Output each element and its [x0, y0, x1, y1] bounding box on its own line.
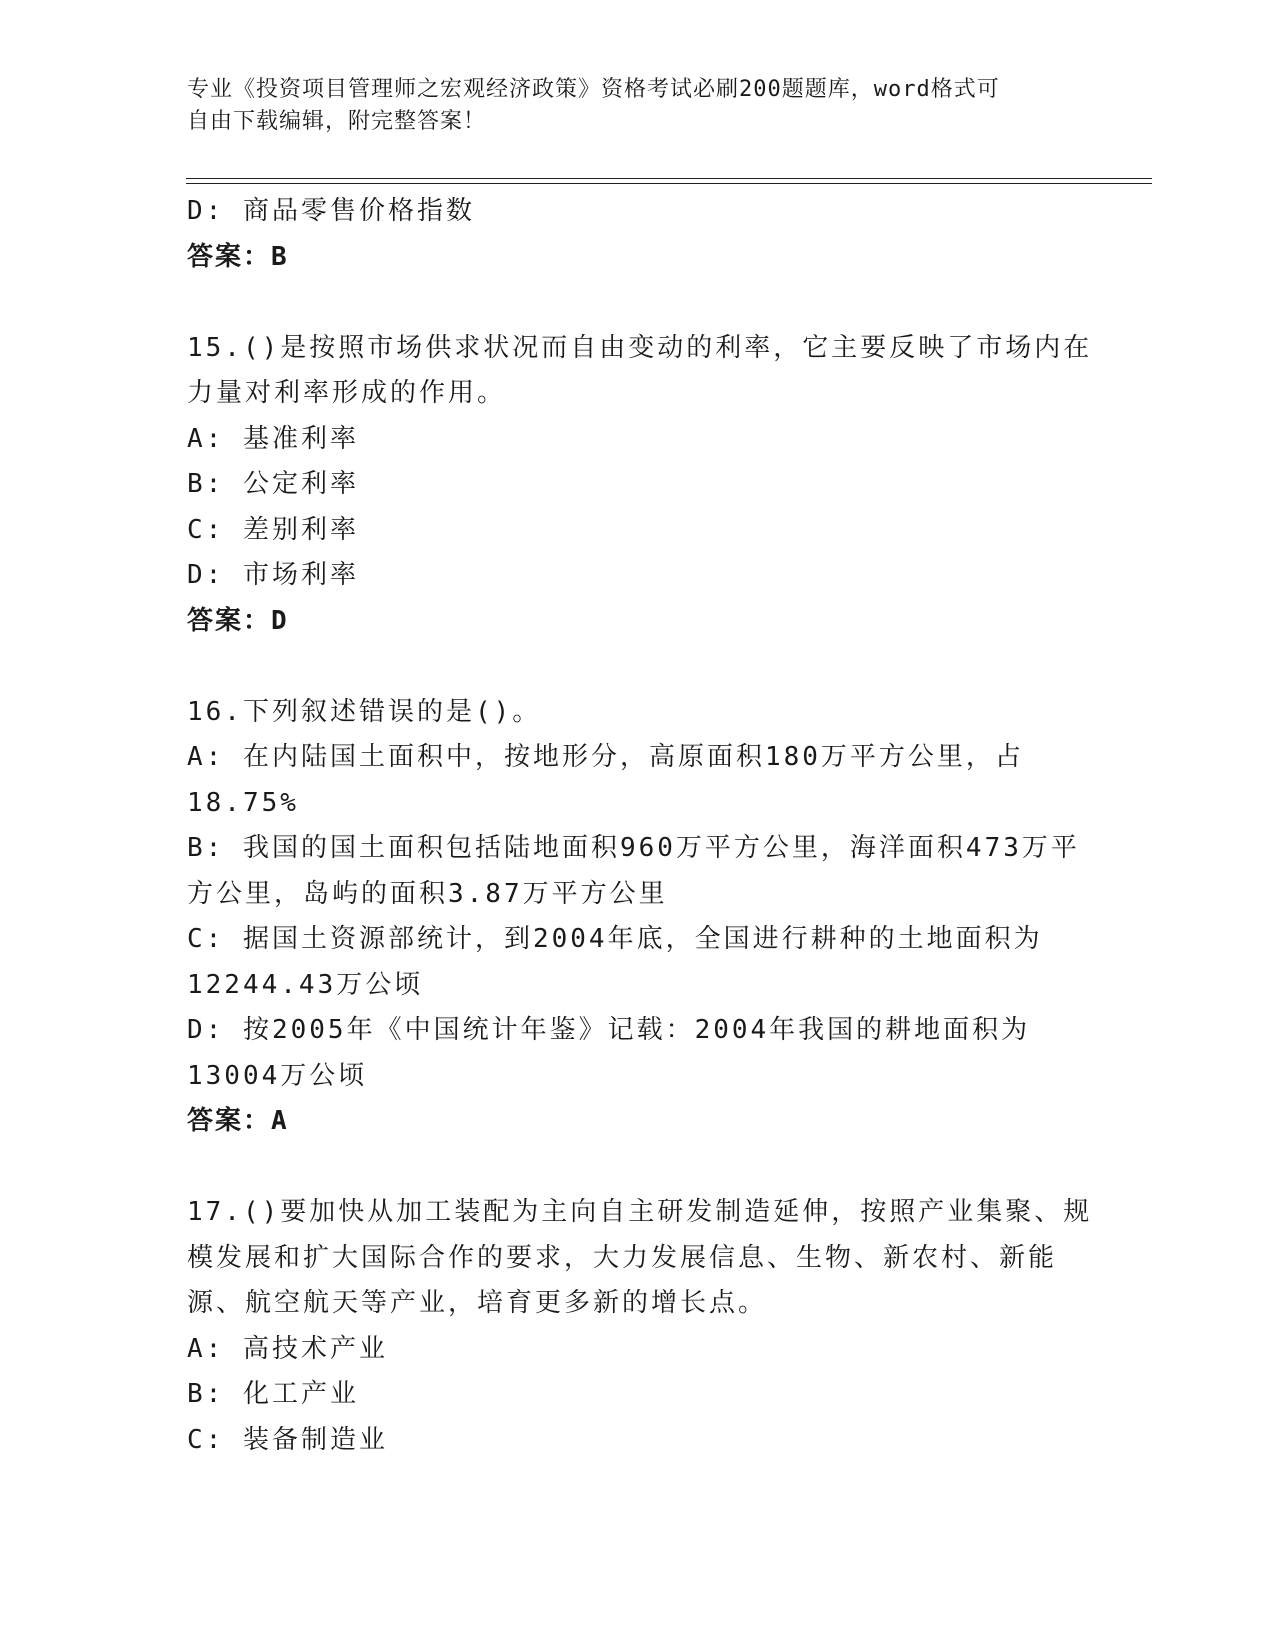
question-15-option-a: A: 基准利率 — [187, 423, 359, 454]
question-17-option-a: A: 高技术产业 — [187, 1333, 388, 1364]
question-17 — [187, 1190, 1093, 1463]
spacer — [187, 644, 1087, 690]
question-15-option-b: B: 公定利率 — [187, 469, 359, 499]
question-16-option-b-line-1: B: 我国的国土面积包括陆地面积960万平方公里，海洋面积473万平 — [187, 833, 1080, 863]
question-17-option-b: B: 化工产业 — [187, 1379, 359, 1409]
question-16-option-c-line-2: 12244.43万公顷 — [187, 969, 424, 1000]
question-list — [187, 189, 1093, 1463]
question-16 — [187, 690, 1087, 1145]
question-15 — [187, 326, 1093, 645]
question-17-stem-line-1: 17.()要加快从加工装配为主向自主研发制造延伸，按照产业集聚、规 — [187, 1197, 1093, 1227]
question-15-option-c: C: 差别利率 — [187, 514, 359, 545]
question-16-option-a-line-1: A: 在内陆国土面积中，按地形分，高原面积180万平方公里，占 — [187, 742, 1024, 772]
question-15-stem-line-2: 力量对利率形成的作用。 — [187, 378, 507, 408]
question-16-answer: 答案：A — [187, 1106, 289, 1136]
question-15-stem-line-1: 15.()是按照市场供求状况而自由变动的利率，它主要反映了市场内在 — [187, 332, 1093, 363]
header-line-2: 自由下载编辑，附完整答案！ — [187, 109, 487, 134]
question-14-answer: 答案：B — [187, 241, 289, 272]
question-15-answer: 答案：D — [187, 605, 289, 636]
header-divider-bottom — [186, 183, 1152, 184]
question-16-stem: 16.下列叙述错误的是()。 — [187, 696, 542, 727]
question-14-option-d: D: 商品零售价格指数 — [187, 196, 475, 226]
question-17-stem-line-2: 模发展和扩大国际合作的要求，大力发展信息、生物、新农村、新能 — [187, 1242, 1058, 1273]
question-16-option-d-line-1: D: 按2005年《中国统计年鉴》记载：2004年我国的耕地面积为 — [187, 1015, 1031, 1045]
page-header — [187, 74, 1067, 138]
question-17-stem-line-3: 源、航空航天等产业，培育更多新的增长点。 — [187, 1288, 768, 1318]
question-16-option-d-line-2: 13004万公顷 — [187, 1060, 368, 1091]
question-15-option-d: D: 市场利率 — [187, 560, 359, 590]
spacer — [187, 1145, 1087, 1191]
question-17-option-c: C: 装备制造业 — [187, 1424, 388, 1455]
question-16-option-a-line-2: 18.75% — [187, 787, 299, 818]
question-16-option-b-line-2: 方公里，岛屿的面积3.87万平方公里 — [187, 878, 668, 909]
question-16-option-c-line-1: C: 据国土资源部统计，到2004年底，全国进行耕种的土地面积为 — [187, 924, 1043, 954]
header-line-1: 专业《投资项目管理师之宏观经济政策》资格考试必刷200题题库，word格式可 — [187, 77, 1000, 102]
question-14-tail — [187, 189, 1087, 280]
header-divider-top — [186, 178, 1152, 179]
spacer — [187, 280, 1087, 326]
